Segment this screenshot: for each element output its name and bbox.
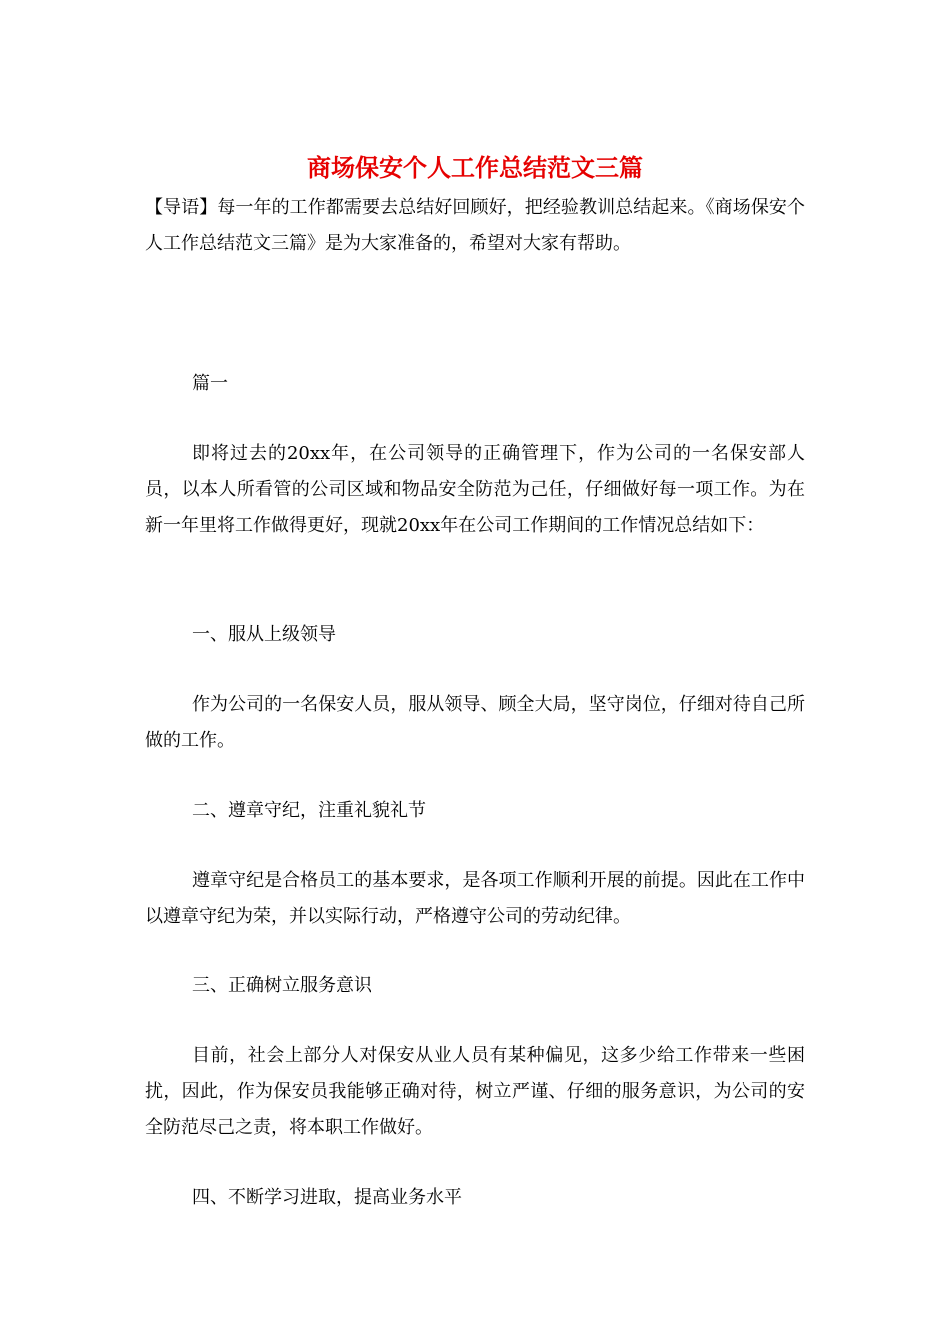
document-title: 商场保安个人工作总结范文三篇 bbox=[307, 153, 643, 182]
paragraph-2: 作为公司的一名保安人员，服从领导、顾全大局，坚守岗位，仔细对待自己所做的工作。 bbox=[145, 694, 805, 751]
heading-3: 三、正确树立服务意识 bbox=[192, 975, 372, 996]
section-label: 篇一 bbox=[192, 373, 228, 394]
paragraph-1: 即将过去的20xx年，在公司领导的正确管理下，作为公司的一名保安部人员，以本人所看管的公司区域和物品安全防范为己任，仔细做好每一项工作。为在新一年里将工作做得更好，现就20xx年在公司工作期间的工作情况总结如下： bbox=[145, 443, 805, 536]
heading-1: 一、服从上级领导 bbox=[192, 624, 336, 645]
heading-2: 二、遵章守纪，注重礼貌礼节 bbox=[192, 800, 426, 821]
paragraph-3: 遵章守纪是合格员工的基本要求，是各项工作顺利开展的前提。因此在工作中以遵章守纪为荣，并以实际行动，严格遵守公司的劳动纪律。 bbox=[145, 870, 805, 927]
heading-4: 四、不断学习进取，提高业务水平 bbox=[192, 1187, 462, 1208]
paragraph-4: 目前，社会上部分人对保安从业人员有某种偏见，这多少给工作带来一些困扰，因此，作为保安员我能够正确对待，树立严谨、仔细的服务意识，为公司的安全防范尽己之责，将本职工作做好。 bbox=[145, 1045, 805, 1138]
intro-paragraph: 【导语】每一年的工作都需要去总结好回顾好，把经验教训总结起来。《商场保安个人工作总结范文三篇》是为大家准备的，希望对大家有帮助。 bbox=[145, 197, 805, 254]
